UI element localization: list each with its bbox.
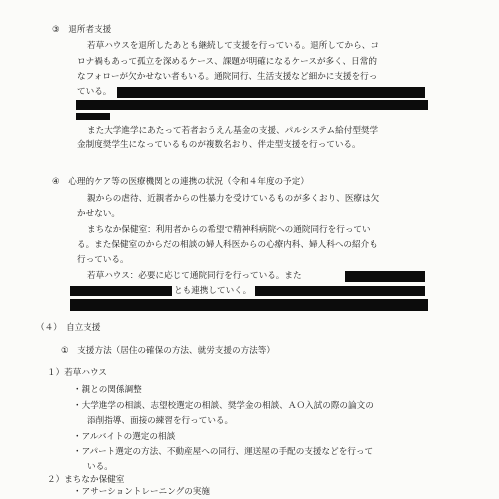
redaction-block	[76, 100, 428, 110]
paragraph-line: まちなか保健室：利用者からの希望で精神科病院への通院同行を行ってい	[87, 225, 371, 235]
paragraph-line: かせない。	[77, 209, 120, 219]
paragraph-line: 親からの虐待、近親者からの性暴力を受けているものが多くおり、医療は欠	[87, 194, 380, 204]
paragraph-line: 金制度奨学生になっているものが複数名おり、伴走型支援を行っている。	[77, 140, 361, 150]
list-item: ・アルバイトの選定の相談	[73, 432, 176, 442]
paragraph-line: る。また保健室のからだの相談の婦人科医からの心療内科、婦人科への紹介も	[77, 240, 378, 250]
section-heading-medical: ④ 心理的ケア等の医療機関との連携の状況（令和４年度の予定）	[52, 177, 309, 187]
paragraph-line: 若草ハウスを退所したあとも継続して支援を行っている。退所してから、コ	[87, 41, 379, 51]
redaction-block	[255, 286, 425, 296]
paragraph-line: ている。	[77, 87, 112, 97]
list-item: ・親との関係調整	[73, 385, 142, 395]
redaction-block	[117, 87, 425, 98]
paragraph-line: なフォローが欠かせない者もいる。通院同行、生活支援など細かに支援を行っ	[77, 72, 378, 82]
group-title-wakakusa-house: １）若草ハウス	[47, 368, 107, 378]
paragraph-line: 行っている。	[77, 255, 129, 265]
group-title-machinaka-hokenshitsu: ２）まちなか保健室	[47, 475, 125, 485]
paragraph-line: とも連携していく。	[174, 286, 252, 296]
redaction-block	[70, 299, 428, 311]
section-heading-independence: （４） 自立支援	[36, 323, 101, 333]
list-item: ・アサーショントレーニングの実施	[73, 487, 210, 497]
paragraph-line: ロナ禍もあって孤立を深めるケース、課題が明確になるケースが多く、日常的	[77, 57, 377, 67]
redaction-block	[345, 271, 425, 282]
redaction-block	[76, 113, 110, 120]
list-item: ・アパート選定の方法、不動産屋への同行、運送屋の手配の支援などを行って	[73, 447, 374, 457]
subsection-heading: ① 支援方法（居住の確保の方法、就労支援の方法等）	[61, 346, 275, 356]
redaction-block	[70, 286, 172, 296]
list-item-continued: いる。	[87, 462, 113, 472]
list-item-continued: 添削指導、面接の練習を行っている。	[87, 416, 234, 426]
paragraph-line: また大学進学にあたって若者おうえん基金の支援、パルシステム給付型奨学	[87, 126, 379, 136]
section-heading-aftercare: ③ 退所者支援	[52, 25, 112, 35]
list-item: ・大学進学の相談、志望校選定の相談、奨学金の相談、ＡＯ入試の際の論文の	[73, 401, 374, 411]
paragraph-line: 若草ハウス：必要に応じて通院同行を行っている。また	[87, 271, 302, 281]
